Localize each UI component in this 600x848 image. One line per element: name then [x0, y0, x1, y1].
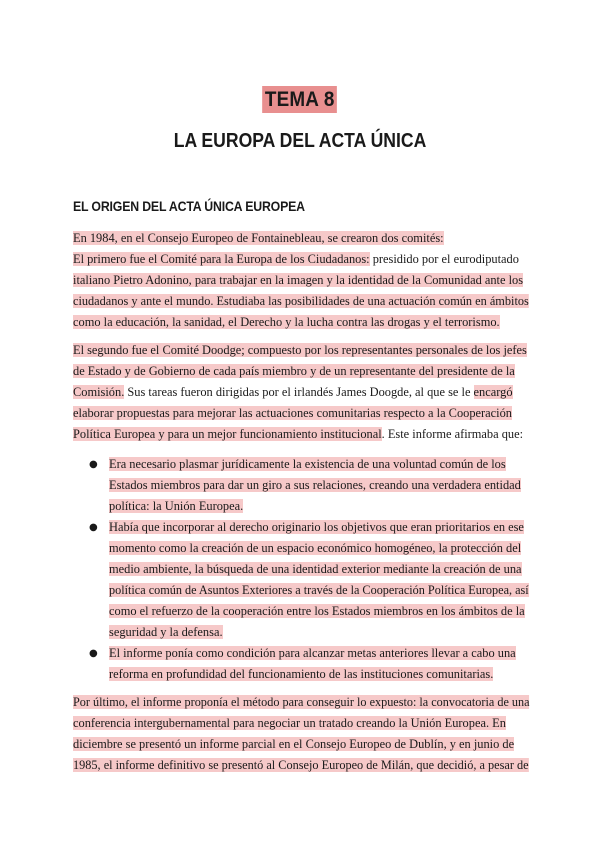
highlight-text: El informe ponía como condición para alcanzar metas anteriores llevar a cabo una: [109, 646, 516, 660]
highlight-text: Política Europea y para un mejor funcionamiento institucional: [73, 427, 382, 441]
highlight-text: Había que incorporar al derecho originario los objetivos que eran prioritarios en ese: [109, 520, 524, 534]
highlight-text: ciudadanos y ante el mundo. Estudiaba las posibilidades de una actuación común en ámbitos: [73, 294, 529, 308]
list-item: [73, 517, 529, 643]
highlight-text: de Estado y de Gobierno de cada país miembro y de un representante del presidente de la: [73, 364, 515, 378]
highlight-text: conferencia intergubernamental para negociar un tratado creando la Unión Europea. En: [73, 716, 506, 730]
bullet-icon: ●: [89, 522, 98, 533]
paragraph-committees-intro: [73, 228, 529, 333]
highlight-text: Comisión.: [73, 385, 125, 399]
highlight-text: El segundo fue el Comité Doodge; compuesto por los representantes personales de los jefes: [73, 343, 527, 357]
highlight-text: diciembre se presentó un informe parcial en el Consejo Europeo de Dublín, y en junio de: [73, 737, 515, 751]
bullet-icon: ●: [89, 648, 98, 659]
highlight-text: como la educación, la sanidad, el Derecho y la lucha contra las drogas y el terrorismo.: [73, 315, 500, 329]
section-heading: EL ORIGEN DEL ACTA ÚNICA EUROPEA: [73, 198, 305, 214]
text-span: Sus tareas fueron dirigidas por el irlandés James Doogde, al que se le: [124, 385, 474, 399]
paragraph-doodge-committee: [73, 340, 529, 445]
highlight-text: 1985, el informe definitivo se presentó al Consejo Europeo de Milán, que decidió, a pesar de: [73, 758, 529, 772]
highlight-text: En 1984, en el Consejo Europeo de Fontainebleau, se crearon dos comités:: [73, 231, 444, 245]
report-points-list: [73, 454, 529, 685]
highlight-text: medio ambiente, la búsqueda de una identidad exterior mediante la creación de una: [109, 562, 522, 576]
highlight-text: Estados miembros para dar un giro a sus relaciones, creando una verdadera entidad: [109, 478, 521, 492]
highlight-text: seguridad y la defensa.: [109, 625, 223, 639]
highlight-text: reforma en profundidad del funcionamiento de las instituciones comunitarias.: [109, 667, 494, 681]
list-item: [73, 454, 529, 517]
document-title: LA EUROPA DEL ACTA ÚNICA: [173, 130, 427, 152]
highlight-text: política: la Unión Europea.: [109, 499, 244, 513]
highlight-text: política común de Asuntos Exteriores a través de la Cooperación Política Europea, así: [109, 583, 529, 597]
tema-number: TEMA 8: [262, 86, 337, 113]
highlight-text: Era necesario plasmar jurídicamente la existencia de una voluntad común de los: [109, 457, 506, 471]
highlight-text: El primero fue el Comité para la Europa de los Ciudadanos:: [73, 252, 370, 266]
highlight-text: elaborar propuestas para mejorar las actuaciones comunitarias respecto a la Cooperación: [73, 406, 512, 420]
highlight-text: momento como la creación de un espacio económico homogéneo, la protección del: [109, 541, 522, 555]
highlight-text: encargó: [473, 385, 513, 399]
text-span: presidido por el eurodiputado: [369, 252, 519, 266]
highlight-text: Por último, el informe proponía el método para conseguir lo expuesto: la convocatoria de una: [73, 695, 530, 709]
list-item: [73, 643, 529, 685]
paragraph-method: [73, 692, 529, 776]
highlight-text: como el refuerzo de la cooperación entre los Estados miembros en los ámbitos de la: [109, 604, 525, 618]
bullet-icon: ●: [89, 459, 98, 470]
highlight-text: italiano Pietro Adonino, para trabajar en la imagen y la identidad de la Comunidad ante los: [73, 273, 524, 287]
text-span: . Este informe afirmaba que:: [381, 427, 524, 441]
tema-title-wrap: [0, 86, 600, 113]
